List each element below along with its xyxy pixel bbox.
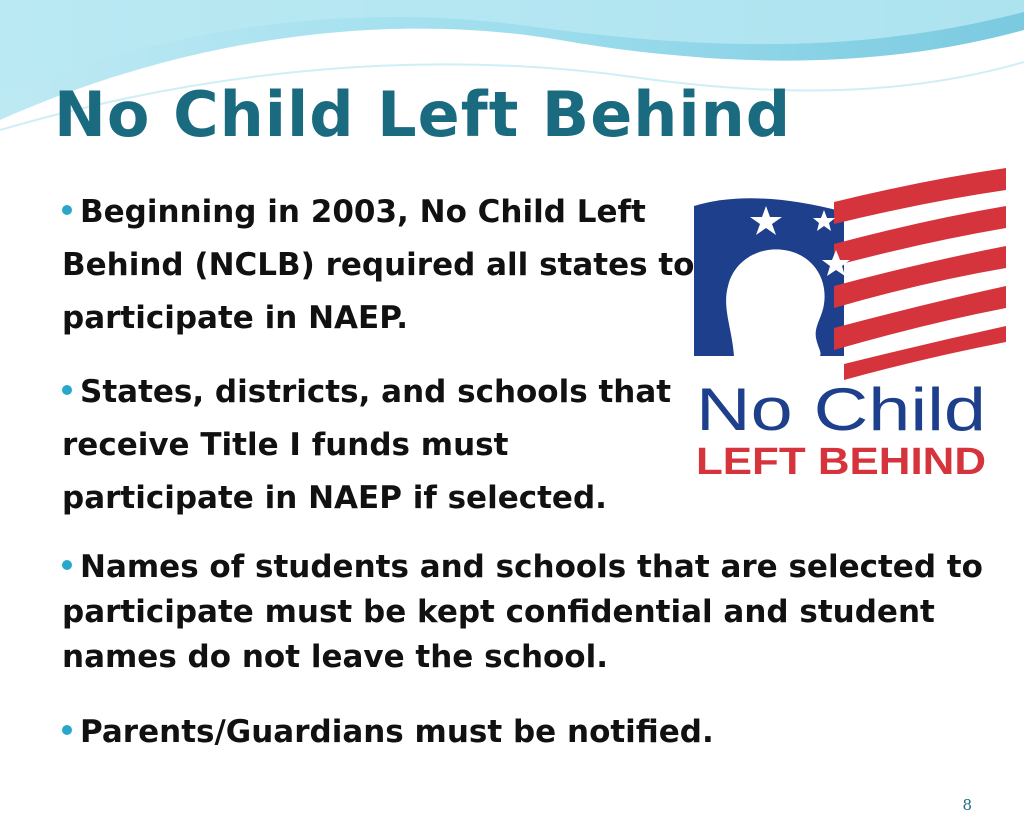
flag-icon	[694, 168, 1006, 380]
bullet-dot-icon	[62, 205, 72, 215]
bullet-item	[62, 186, 702, 345]
logo-line2: LEFT BEHIND	[696, 441, 986, 478]
bullet-text: States, districts, and schools that receive Title I funds must participate in NAEP if selected.	[62, 374, 672, 516]
logo-line1: No Child	[696, 376, 986, 443]
bullet-dot-icon	[62, 385, 72, 395]
bullet-text: Beginning in 2003, No Child Left Behind (NCLB) required all states to participate in NAEP.	[62, 194, 695, 336]
bullet-dot-icon	[62, 560, 72, 570]
slide-title: No Child Left Behind	[54, 78, 792, 151]
bullet-item	[62, 710, 992, 755]
bullet-item	[62, 545, 992, 680]
bullet-item	[62, 366, 682, 525]
bullet-dot-icon	[62, 725, 72, 735]
nclb-logo	[694, 168, 1006, 478]
bullet-text: Names of students and schools that are selected to participate must be kept confidential and student names do not leave the school.	[62, 549, 983, 675]
page-number: 8	[962, 796, 972, 814]
bullet-text: Parents/Guardians must be notified.	[80, 714, 714, 750]
